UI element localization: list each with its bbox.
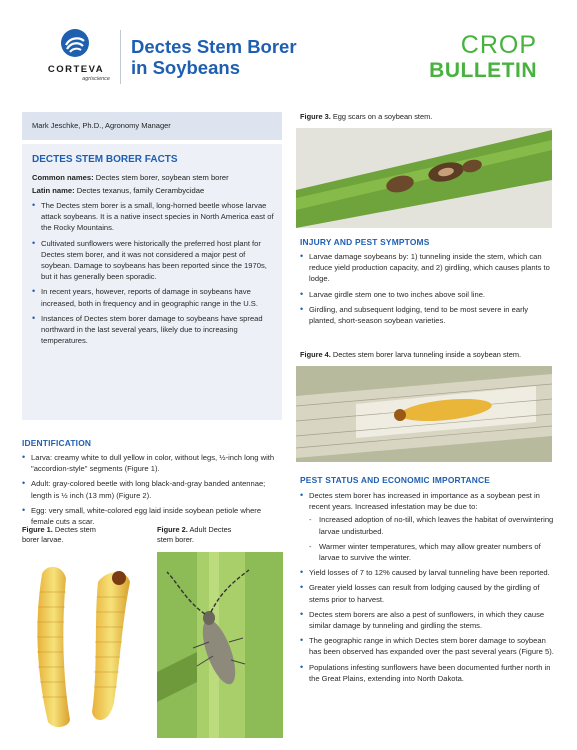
egg-scars-illustration [296, 128, 552, 228]
figure-3-egg-scars-photo [296, 128, 552, 228]
brand-subtitle: agriscience [82, 76, 110, 82]
injury-heading: INJURY AND PEST SYMPTOMS [300, 237, 430, 247]
figure-3-caption-text: Egg scars on a soybean stem. [332, 112, 433, 121]
latin-name-value: Dectes texanus, family Cerambycidae [76, 186, 205, 195]
list-item: • Larva: creamy white to dull yellow in color, without legs, ½-inch long with "accordion-style" segments (Figure 1). [22, 452, 284, 474]
author-bar [22, 112, 282, 140]
larva-tunneling-illustration [296, 366, 552, 462]
common-names-value: Dectes stem borer, soybean stem borer [95, 173, 229, 182]
list-item: • Instances of Dectes stem borer damage to soybeans have spread northward in the last several years, likely due to increasing temperatures. [32, 313, 274, 347]
pest-status-intro: Dectes stem borer has increased in importance as a soybean pest in recent years. Increased infestation may be due to: [309, 491, 540, 512]
figure-2-adult-beetle-photo [157, 552, 283, 738]
author-name: Mark Jeschke, Ph.D., Agronomy Manager [32, 121, 171, 130]
figure-1-caption-line-1: Dectes stem [54, 525, 96, 534]
latin-name [32, 185, 204, 196]
figure-2-caption-line-2: stem borer. [157, 535, 194, 544]
figure-4-caption-text: Dectes stem borer larva tunneling inside a soybean stem. [332, 350, 522, 359]
figure-2-label: Figure 2. [157, 525, 188, 534]
list-item: • Populations infesting sunflowers have been documented further north in the Great Plains, extending into North Dakota. [300, 662, 558, 684]
list-item: • Yield losses of 7 to 12% caused by larval tunneling have been reported. [300, 567, 558, 578]
beetle-illustration [157, 552, 283, 738]
corteva-logo [36, 28, 116, 92]
figure-3-caption [300, 112, 560, 122]
figure-1-caption [22, 525, 142, 545]
identification-heading: IDENTIFICATION [22, 438, 92, 448]
list-item: • Dectes stem borers are also a pest of sunflowers, in which they cause similar damage by tunneling and girdling the stems. [300, 609, 558, 631]
common-names-label: Common names: [32, 173, 94, 182]
figure-1-caption-line-2: borer larvae. [22, 535, 64, 544]
title-line-2: in Soybeans [131, 57, 240, 78]
pest-status-sublist [309, 514, 558, 563]
facts-heading: DECTES STEM BORER FACTS [32, 154, 178, 165]
common-names [32, 172, 229, 183]
list-item: • In recent years, however, reports of damage in soybeans have increased, both in frequency and in geographic range in the U.S. [32, 286, 274, 308]
figure-4-larva-tunneling-photo [296, 366, 552, 462]
list-item: - Warmer winter temperatures, which may allow greater numbers of larvae to survive the winter. [309, 541, 558, 563]
figure-1-larvae-photo [22, 552, 150, 738]
list-item: • The geographic range in which Dectes stem borer damage to soybean has been observed has expanded over the past several years (Figure 5). [300, 635, 558, 657]
pest-status-list [300, 490, 558, 688]
crop-wordmark: CROP [460, 31, 537, 59]
facts-box [22, 144, 282, 420]
injury-list [300, 251, 556, 330]
list-item: • The Dectes stem borer is a small, long-horned beetle whose larvae attack soybeans. It is a native insect species in North America east of the Rocky Mountains. [32, 200, 274, 234]
document-title [131, 36, 331, 78]
figure-1-label: Figure 1. [22, 525, 53, 534]
title-line-1: Dectes Stem Borer [131, 36, 297, 57]
list-item: • Adult: gray-colored beetle with long black-and-gray banded antennae; length is ½ inch (13 mm) (Figure 2). [22, 478, 284, 500]
list-item: • Egg: very small, white-colored egg laid inside soybean petiole where female cuts a scar. [22, 505, 284, 527]
list-item: • Girdling, and subsequent lodging, tend to be most severe in early planted, short-season soybean varieties. [300, 304, 556, 326]
header-divider [120, 30, 121, 84]
figure-4-caption [300, 350, 560, 360]
list-item: - Increased adoption of no-till, which leaves the habitat of overwintering larvae undisturbed. [309, 514, 558, 536]
figure-2-caption-line-1: Adult Dectes [189, 525, 232, 534]
pest-status-heading: PEST STATUS AND ECONOMIC IMPORTANCE [300, 475, 491, 485]
list-item: • Cultivated sunflowers were historically the preferred host plant for Dectes stem borer, and it was not considered a major pest of soybean. Damage to soybeans has been reported since the 1970s, but it has generally been sporadic. [32, 238, 274, 283]
brand-name: CORTEVA [47, 64, 105, 75]
list-item: • Greater yield losses can result from lodging caused by the girdling of stems prior to harvest. [300, 582, 558, 604]
figure-4-label: Figure 4. [300, 350, 331, 359]
list-item [300, 490, 558, 563]
figure-3-label: Figure 3. [300, 112, 331, 121]
figure-2-caption [157, 525, 277, 545]
larvae-illustration [22, 552, 150, 738]
list-item: • Larvae girdle stem one to two inches above soil line. [300, 289, 556, 300]
bulletin-wordmark: BULLETIN [429, 59, 537, 82]
list-item: • Larvae damage soybeans by: 1) tunneling inside the stem, which can reduce yield production capacity, and 2) girdling, which causes plants to lodge. [300, 251, 556, 285]
identification-list [22, 452, 284, 531]
page-header [0, 0, 577, 98]
corteva-logo-icon [60, 28, 90, 58]
latin-name-label: Latin name: [32, 186, 75, 195]
facts-list [32, 200, 274, 350]
